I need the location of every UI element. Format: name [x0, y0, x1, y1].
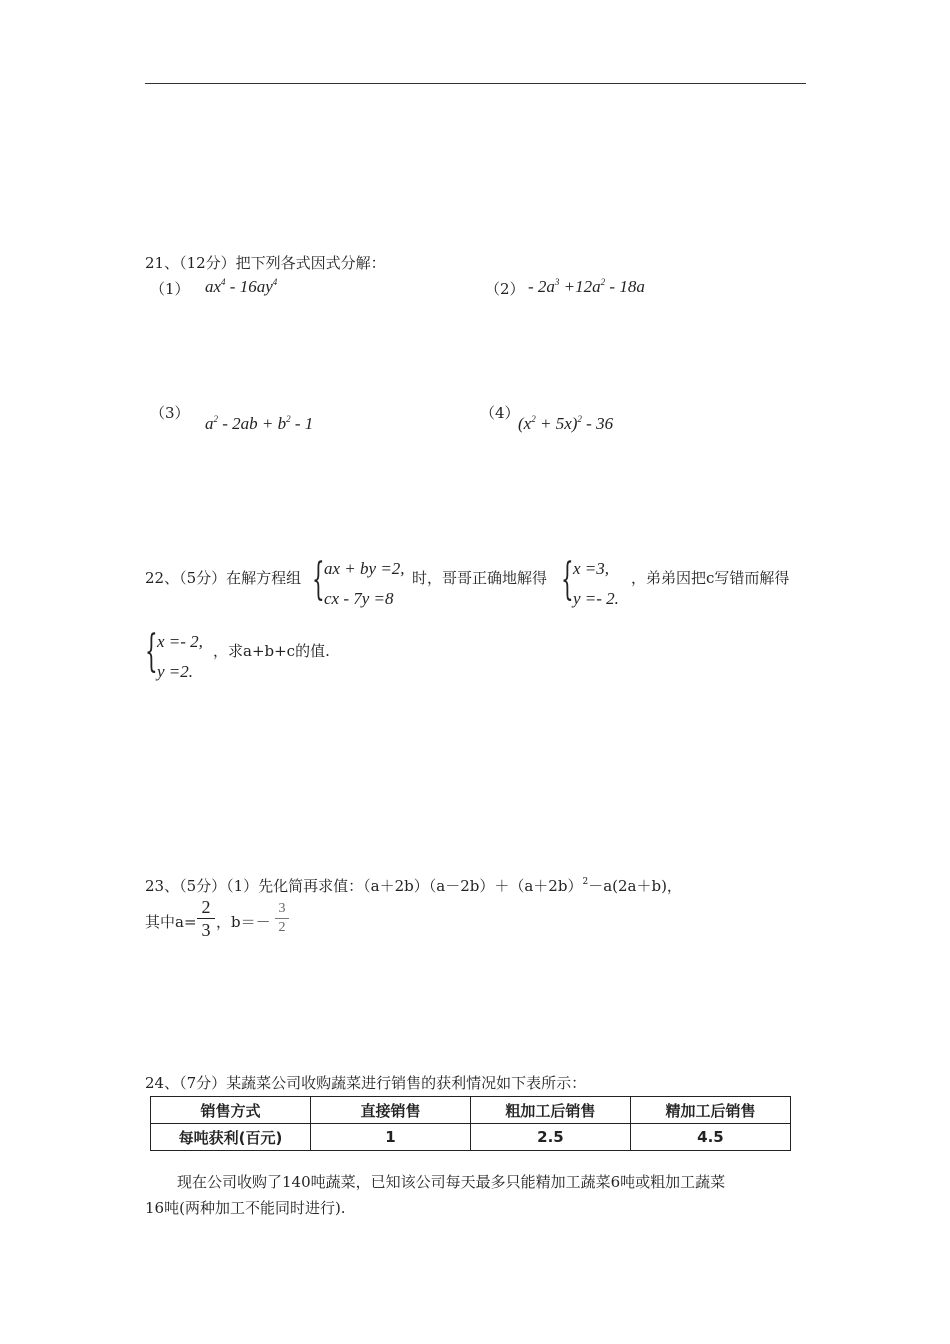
table-header-cell: 精加工后销售: [630, 1097, 790, 1124]
q22-sol2-brace: {: [145, 626, 158, 677]
table-header-cell: 粗加工后销售: [470, 1097, 630, 1124]
q21-item1-label: （1）: [150, 280, 190, 298]
q21-header: 21、（12分）把下列各式因式分解：: [145, 254, 386, 272]
q21-item3-label: （3）: [150, 404, 190, 422]
q24-header: 24、（7分）某蔬菜公司收购蔬菜进行销售的获利情况如下表所示：: [145, 1074, 587, 1092]
sales-profit-table: [150, 1096, 791, 1151]
table-header-cell: 销售方式: [151, 1097, 311, 1124]
q21-item4-expr: $(x^2 + 5x)^2 - 36$: [518, 414, 614, 433]
table-header-row: [151, 1097, 791, 1124]
q23-fraction-b: [275, 901, 289, 936]
q23-b-denominator: 2: [278, 920, 286, 935]
q22-system-line1: ax + by =2,: [324, 559, 405, 578]
q24-paragraph-line2: 16吨(两种加工不能同时进行).: [145, 1199, 346, 1217]
table-cell: 每吨获利(百元): [151, 1124, 311, 1151]
table-row: [151, 1124, 791, 1151]
q22-system-line2: cx - 7y =8: [324, 589, 394, 608]
q24-paragraph-line1: 现在公司收购了140吨蔬菜，已知该公司每天最多只能精加工蔬菜6吨或粗加工蔬菜: [177, 1173, 726, 1191]
q23-b-prefix: ，b＝－: [216, 913, 271, 931]
q22-suffix: ，弟弟因把c写错而解得: [631, 569, 790, 587]
q21-item2-expr: - $2a^3 +12a^2 - 18a$: [528, 277, 645, 296]
q22-system-brace: {: [312, 554, 325, 605]
q23-a-fraction-bar: [197, 918, 215, 919]
header-rule: [145, 83, 806, 84]
table-header-cell: 直接销售: [310, 1097, 470, 1124]
table-cell: 4.5: [630, 1124, 790, 1151]
q22-sol1-line2: y =- 2.: [573, 589, 619, 608]
q22-sol2-line1: x =- 2,: [157, 632, 203, 651]
q22-sol1-brace: {: [561, 554, 574, 605]
table-cell: 2.5: [470, 1124, 630, 1151]
q22-sol2-line2: y =2.: [157, 662, 194, 681]
q23-b-fraction-bar: [275, 918, 289, 919]
q22-middle: 时，哥哥正确地解得: [412, 569, 548, 587]
q21-item4-label: （4）: [480, 404, 520, 422]
q21-item3-expr: $a^2 - 2ab + b^2 - 1$: [205, 414, 314, 433]
q23-line1: 23、（5分）（1）先化简再求值：$(a+2b)(a-2b)+(a+2b)^2-a(2a+b)$，: [145, 877, 682, 895]
q22-question: ，求a+b+c的值.: [213, 642, 330, 660]
q23-b-numerator: 3: [278, 901, 286, 916]
table-cell: 1: [310, 1124, 470, 1151]
q21-item1-expr: $ax^4 - 16ay^4$: [205, 277, 278, 296]
q23-where-prefix: 其中a=: [145, 913, 197, 931]
q22-sol1-line1: x =3,: [573, 559, 610, 578]
q23-a-denominator: 3: [201, 920, 211, 940]
q23-fraction-a: [197, 897, 215, 940]
q22-prefix: 22、（5分）在解方程组: [145, 569, 302, 587]
q23-a-numerator: 2: [201, 897, 211, 917]
q21-item2-label: （2）: [485, 280, 525, 298]
